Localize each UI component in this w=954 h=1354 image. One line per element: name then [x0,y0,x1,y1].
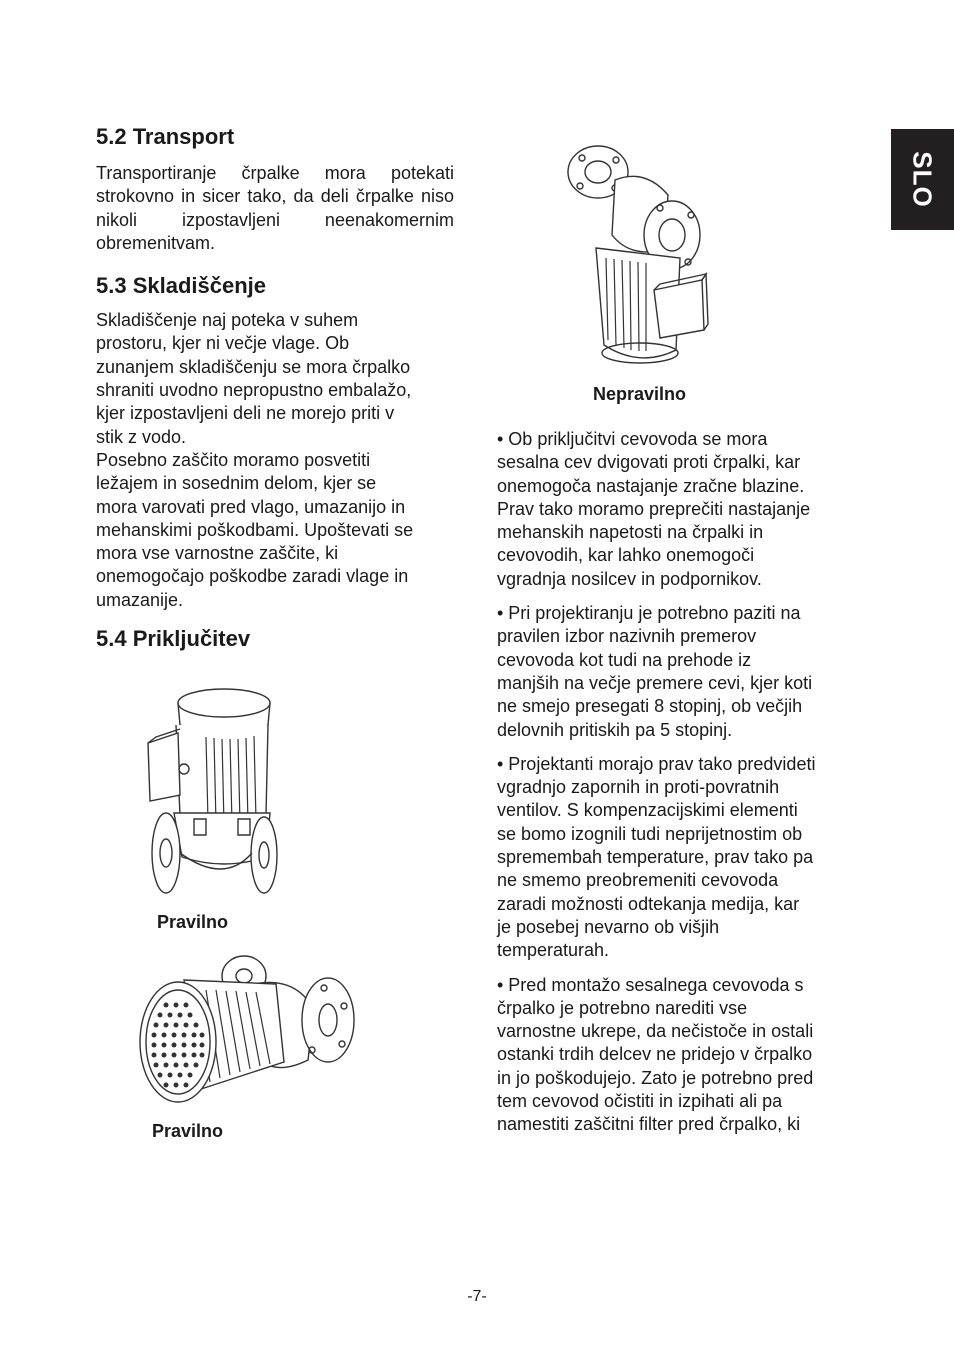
storage-text: Skladiščenje naj poteka v suhem prostoru, kjer ni večje vlage. Ob zunanjem skladiščenju se mora črpalko shraniti uvodno nepropustno embalažo, kjer izpostavljeni deli ne morejo priti v stik z vodo. Posebno zaščito moramo posvetiti ležajem in sosednim delom, kjer se mora varovati pred vlago, umazanijo in mehanskimi poškodbami. Upoštevati se mora vse varnostne zaščite, ki onemogočajo poškodbe zaradi vlage in umazanije. [96,310,414,610]
bullet-paragraph: • Projektanti morajo prav tako predvideti vgradnjo zapornih in proti-povratnih ventilov. S kompenzacijskimi elementi se bomo izognili tudi neprijetnostim ob spremembah temperature, prav tako pa ne smemo preobremeniti cevovoda zaradi možnosti odtekanja medija, kar je posebej nevarno ob višjih temperaturah. [497,753,816,961]
left-column [96,122,454,654]
bullet-paragraph: • Pri projektiranju je potrebno paziti na pravilen izbor nazivnih premerov cevovoda kot tudi na prehode iz manjših na večje premere cevi, kjer koti ne smejo presegati 8 stopinj, ob večjih delovnih pritiskih pa 5 stopinj. [497,603,813,740]
figure-caption-correct-vertical: Pravilno [157,912,229,932]
pump-correct-horizontal-illustration [136,950,358,1120]
section-heading-transport: 5.2 Transport [96,124,235,149]
pump-wrong-installation-illustration [560,140,720,370]
language-tab [891,129,954,230]
bullet-paragraph: • Pred montažo sesalnega cevovoda s črpalko je potrebno narediti vse varnostne ukrepe, da nečistoče in ostali ostanki trdih delcev ne pridejo v črpalko in jo poškodujejo. Zato je potrebno pred tem cevovod očistiti in izpihati ali pa namestiti zaščitni filter pred črpalko, ki [497,974,814,1135]
section-heading-storage: 5.3 Skladiščenje [96,273,266,299]
right-column [497,428,859,1148]
figure-caption-correct-horizontal: Pravilno [152,1121,224,1141]
page-number: -7- [467,1288,487,1305]
transport-text: Transportiranje črpalke mora potekati strokovno in sicer tako, da deli črpalke niso nikoli izpostavljeni neenakomernim obremenitvam. [96,163,454,253]
bullet-paragraph: • Ob priključitvi cevovoda se mora sesalna cev dvigovati proti črpalki, kar onemogoča nastajanje zračne blazine. Prav tako moramo preprečiti nastajanje mehanskih napetosti na črpalki in cevovodih, kar lahko onemogoči vgradnja nosilcev in podpornikov. [497,429,811,589]
section-heading-connection: 5.4 Priključitev [96,626,251,652]
language-tab-label: SLO [907,151,938,208]
pump-correct-vertical-illustration [136,685,280,910]
figure-caption-wrong: Nepravilno [593,384,687,404]
